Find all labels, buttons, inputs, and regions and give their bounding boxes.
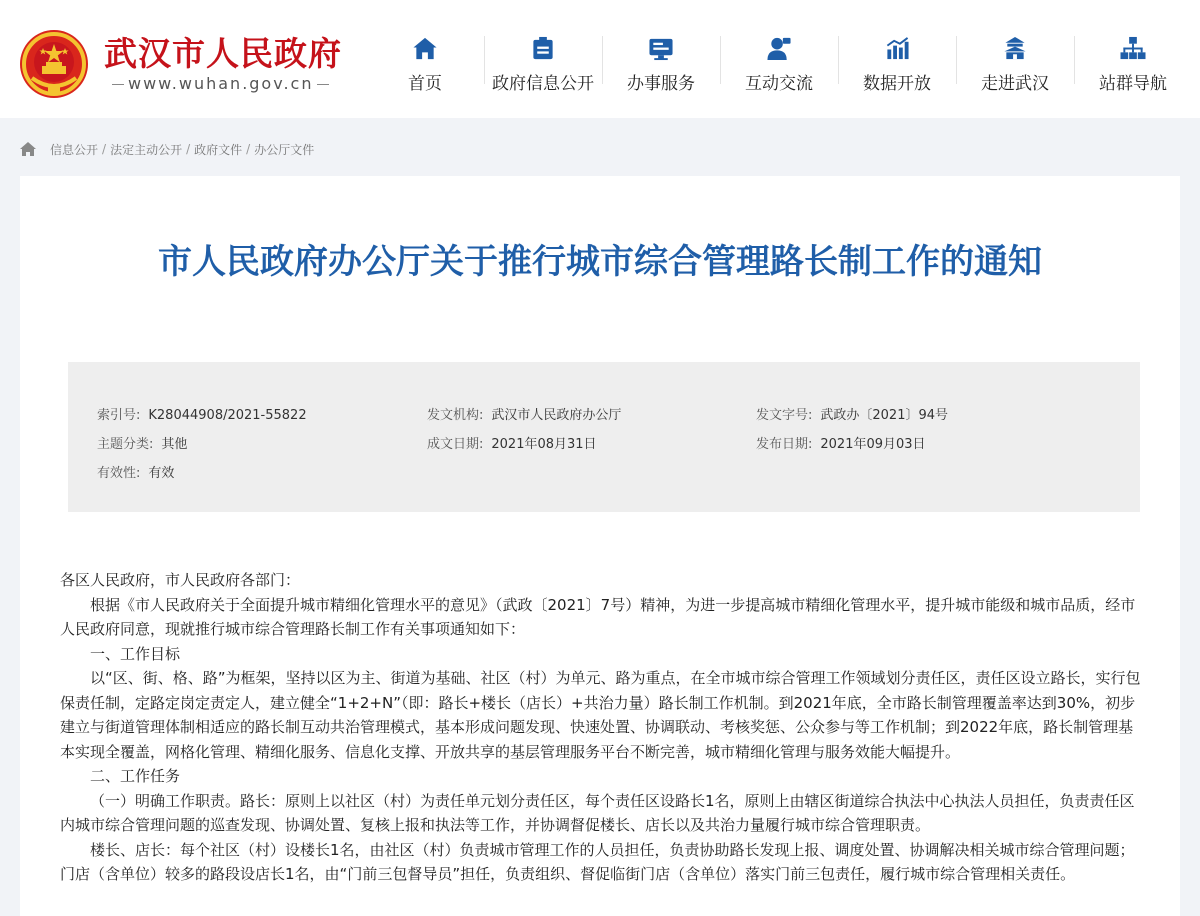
meta-index [97,404,307,423]
meta-label: 主题分类: [97,437,154,452]
meta-label: 成文日期: [427,437,484,452]
paragraph: 以“区、街、格、路”为框架，坚持以区为主、街道为基础、社区（村）为单元、路为重点，在全市城市综合管理工作领域划分责任区，责任区设立路长，实行包保责任制，定路定岗定责定人，建立健全“1+2+N”（即：路长+楼长（店长）+共治力量）路长制工作机制。到2021年底，全市路长制管理覆盖率达到30%，初步建立与街道管理体制相适应的路长制互动共治管理模式，基本形成问题发现、快速处置、协调联动、考核奖惩、公众参与等工作机制；到2022年底，路长制管理基本实现全覆盖，网格化管理、精细化服务、信息化支撑、开放共享的基层管理服务平台不断完善，城市精细化管理与服务效能大幅提升。 [60,669,1141,761]
meta-label: 发文机构: [427,408,484,423]
home-icon [412,36,438,61]
nav-item-interaction[interactable] [720,30,838,94]
meta-topic [97,433,187,452]
section-heading: 二、工作任务 [90,767,181,785]
meta-value: 武政办〔2021〕94号 [820,408,949,423]
nav-label: 办事服务 [627,74,695,94]
meta-label: 发布日期: [756,437,813,452]
breadcrumb-item[interactable]: 政府文件 [194,142,243,157]
nav-item-home[interactable] [366,30,484,94]
meta-value: 2021年09月03日 [820,437,926,452]
breadcrumb-item[interactable]: 法定主动公开 [110,142,183,157]
sitemap-icon [1120,36,1146,61]
meta-label: 发文字号: [756,408,813,423]
meta-value: 其他 [161,437,188,452]
paragraph: （一）明确工作职责。路长：原则上以社区（村）为责任单元划分责任区，每个责任区设路长1名，原则上由辖区街道综合执法中心执法人员担任，负责责任区内城市综合管理问题的巡查发现、协调处置、复核上报和执法等工作，并协调督促楼长、店长以及共治力量履行城市综合管理职责。 [60,791,1135,834]
site-domain [108,74,333,93]
breadcrumb [20,139,314,159]
breadcrumb-separator: / [246,142,251,156]
meta-published-date [756,433,926,452]
meta-value: K28044908/2021-55822 [148,408,307,423]
document-meta [68,362,1140,512]
breadcrumb-separator: / [186,142,191,156]
nav-item-about-wuhan[interactable] [956,30,1074,94]
site-header [0,0,1200,118]
meta-validity [97,462,174,481]
nav-item-sitemap[interactable] [1074,30,1192,94]
main-nav [366,30,1192,94]
nav-label: 走进武汉 [981,74,1049,94]
site-name[interactable]: 武汉市人民政府 [104,34,342,73]
service-icon [648,36,674,61]
nav-label: 政府信息公开 [492,74,594,94]
site-domain-text: www.wuhan.gov.cn [128,74,314,93]
meta-issuer [427,404,621,423]
info-disclosure-icon [530,36,556,61]
interaction-icon [766,36,792,61]
meta-label: 有效性: [97,466,141,481]
nav-item-info-disclosure[interactable] [484,30,602,94]
home-icon[interactable] [20,142,36,156]
nav-item-service[interactable] [602,30,720,94]
document-card [20,176,1180,916]
meta-label: 索引号: [97,408,141,423]
paragraph: 楼长、店长：每个社区（村）设楼长1名，由社区（村）负责城市管理工作的人员担任，负责协助路长发现上报、调度处置、协调解决相关城市综合管理问题；门店（含单位）较多的路段设店长1名，由“门前三包督导员”担任，负责组织、督促临街门店（含单位）落实门前三包责任，履行城市综合管理相关责任。 [60,840,1135,883]
national-emblem-icon[interactable] [18,28,90,100]
salutation: 各区人民政府，市人民政府各部门： [60,571,301,589]
breadcrumb-separator: / [102,142,107,156]
meta-value: 有效 [148,466,175,481]
meta-value: 武汉市人民政府办公厅 [491,408,622,423]
paragraph: 根据《市人民政府关于全面提升城市精细化管理水平的意见》（武政〔2021〕7号）精神，为进一步提高城市精细化管理水平，提升城市能级和城市品质，经市人民政府同意，现就推行城市综合管理路长制工作有关事项通知如下： [60,595,1136,638]
breadcrumb-item[interactable]: 办公厅文件 [254,142,315,157]
nav-label: 数据开放 [863,74,931,94]
meta-written-date [427,433,597,452]
data-chart-icon [884,36,910,61]
nav-item-data-open[interactable] [838,30,956,94]
document-body [60,568,1144,887]
document-title: 市人民政府办公厅关于推行城市综合管理路长制工作的通知 [158,242,1042,282]
nav-label: 首页 [408,74,442,94]
nav-label: 站群导航 [1099,74,1167,94]
meta-doc-number [756,404,948,423]
meta-value: 2021年08月31日 [491,437,597,452]
breadcrumb-item[interactable]: 信息公开 [50,142,99,157]
landmark-icon [1002,36,1028,61]
nav-label: 互动交流 [745,74,813,94]
section-heading: 一、工作目标 [90,644,181,663]
